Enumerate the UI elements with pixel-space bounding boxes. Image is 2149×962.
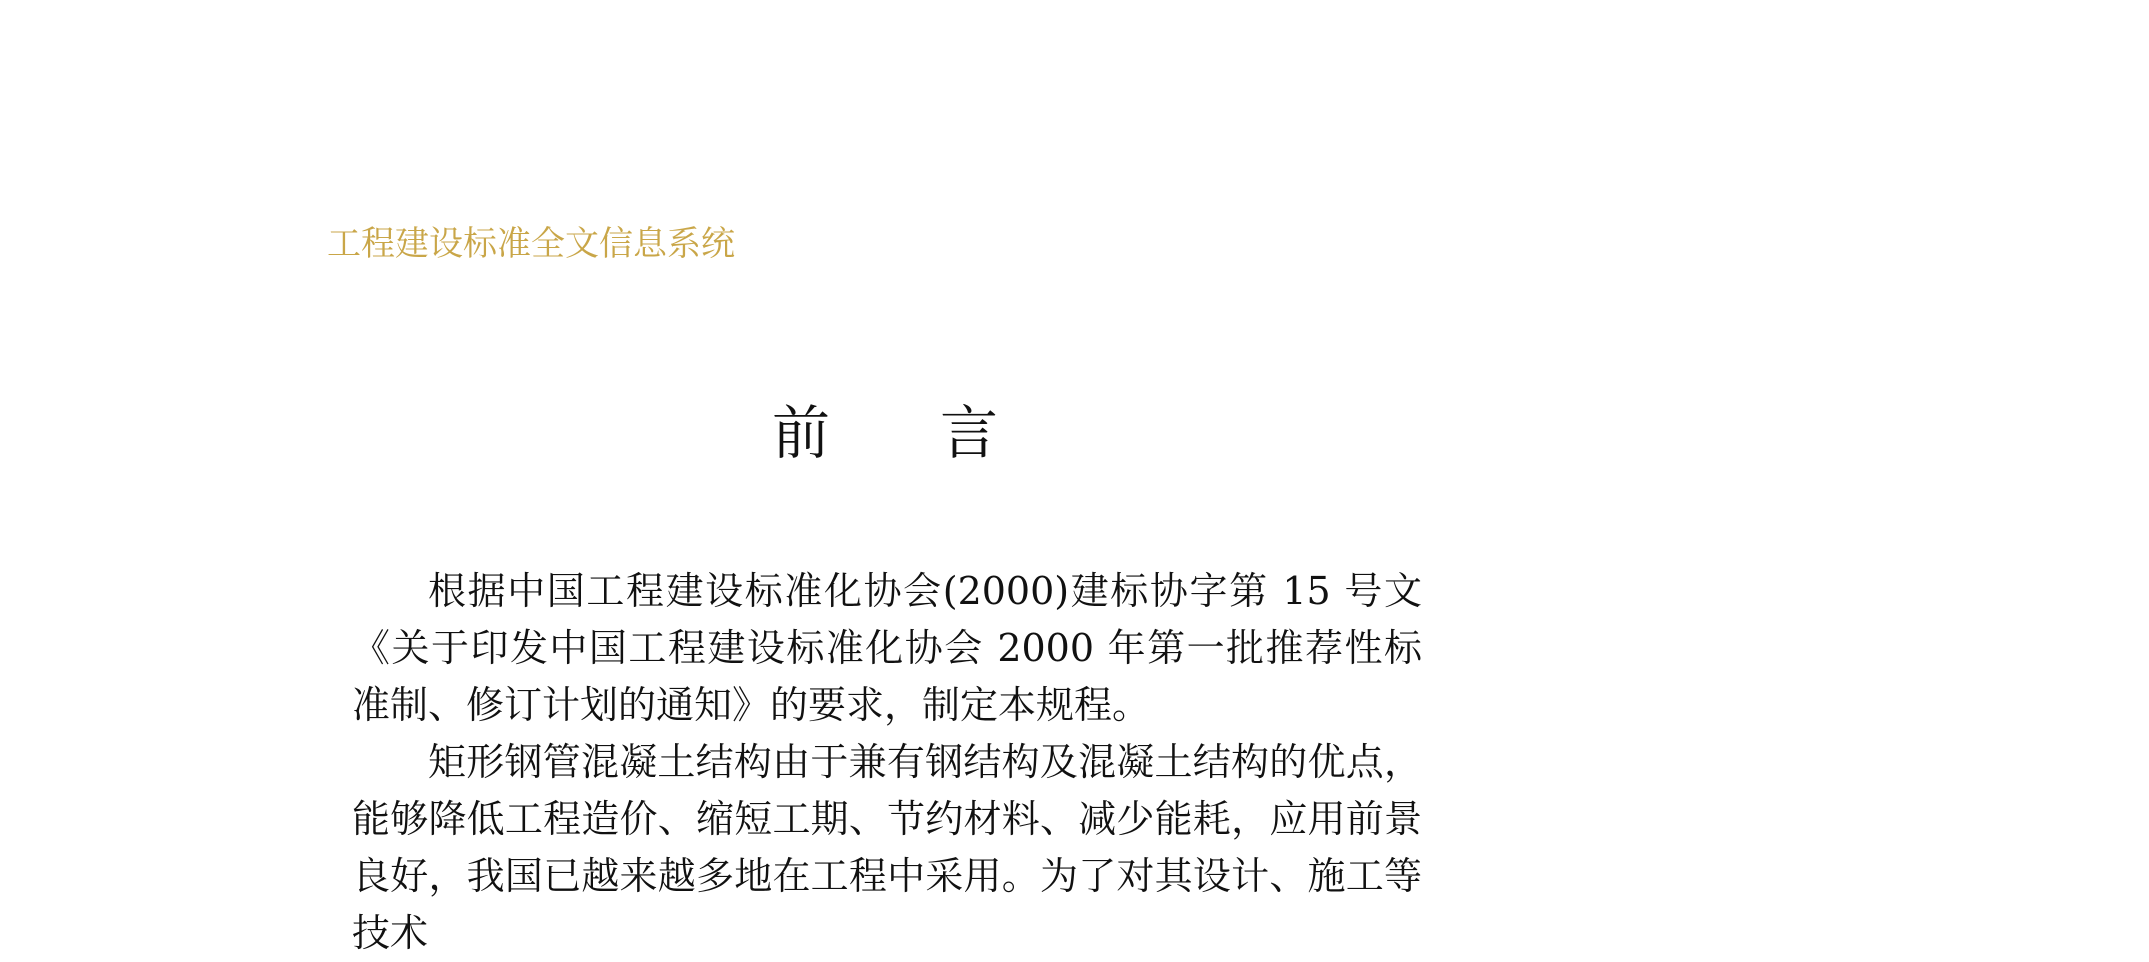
title-char-2: 言 [940,399,999,467]
document-body [352,563,1422,962]
title-char-1: 前 [772,399,831,467]
paragraph-2: 矩形钢管混凝土结构由于兼有钢结构及混凝土结构的优点，能够降低工程造价、缩短工期、节约材料、减少能耗，应用前景良好，我国已越来越多地在工程中采用。为了对其设计、施工等技术 [352,740,1422,955]
system-header: 工程建设标准全文信息系统 [327,224,735,264]
document-title [772,398,998,468]
paragraph-1: 根据中国工程建设标准化协会(2000)建标协字第 15 号文《关于印发中国工程建设标准化协会 2000 年第一批推荐性标准制、修订计划的通知》的要求，制定本规程。 [352,569,1422,727]
